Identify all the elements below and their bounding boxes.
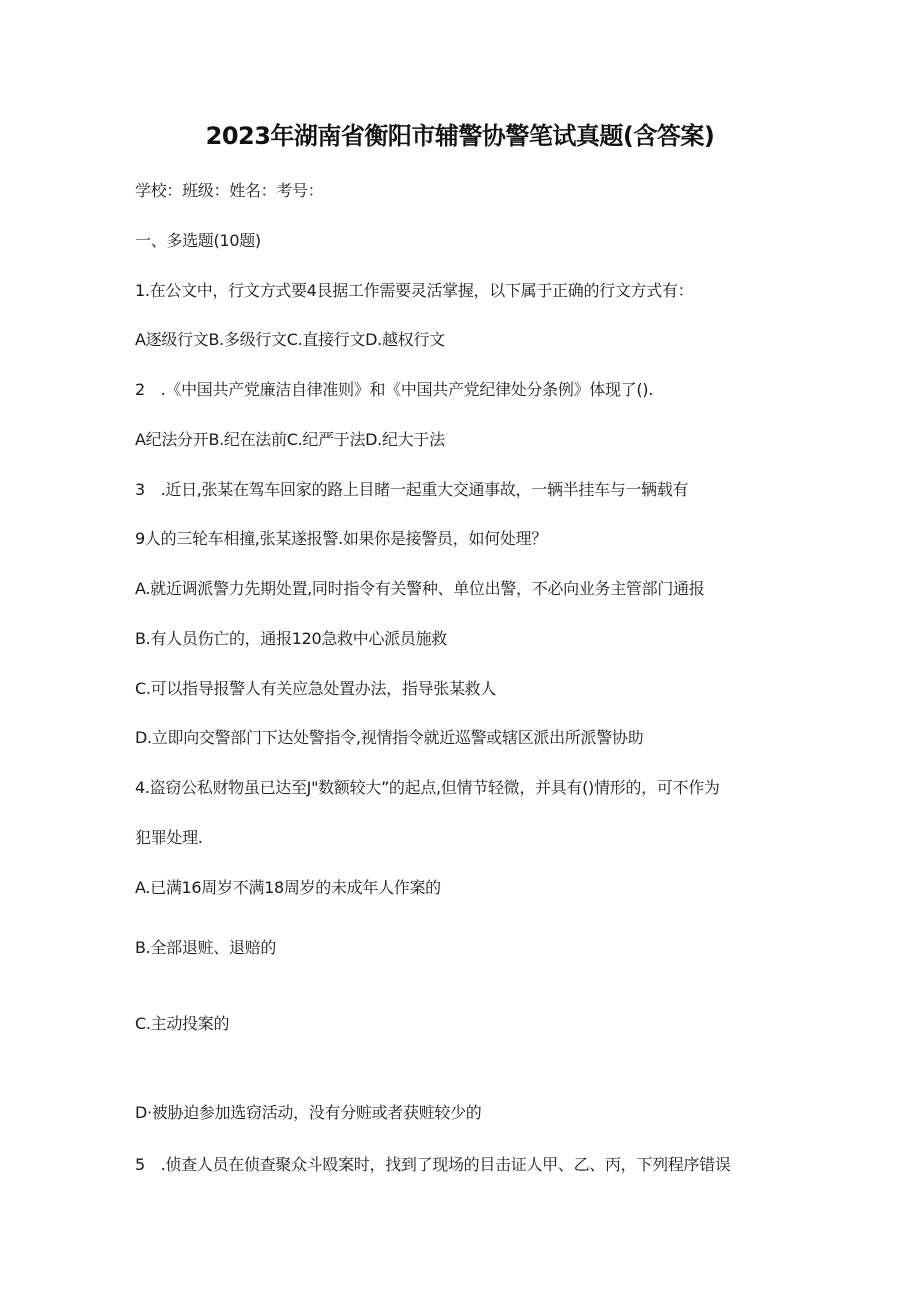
question-4-text: 4.盗窃公私财物虽已达至J"数额较大”的起点,但情节轻微，并具有()情形的，可不作为 xyxy=(135,778,720,797)
question-2-options: A纪法分开B.纪在法前C.纪严于法D.纪大于法 xyxy=(135,430,445,449)
question-1-text: 1.在公文中，行文方式要4艮据工作需要灵活掌握，以下属于正确的行文方式有： xyxy=(135,281,694,300)
student-info-line: 学校：班级：姓名：考号： xyxy=(135,181,324,200)
question-1-options: A逐级行文B.多级行文C.直接行文D.越权行文 xyxy=(135,330,445,349)
question-3-option-d: D.立即向交警部门下达处警指令,视情指令就近巡警或辖区派出所派警协助 xyxy=(135,728,644,747)
question-4-option-a: A.已满16周岁不满18周岁的未成年人作案的 xyxy=(135,878,441,897)
question-3-option-c: C.可以指导报警人有关应急处置办法，指导张某救人 xyxy=(135,679,497,698)
question-5-text: 5 .侦查人员在侦查聚众斗殴案时，找到了现场的目击证人甲、乙、丙，下列程序错误 xyxy=(135,1155,731,1174)
question-4-text-cont: 犯罪处理. xyxy=(135,828,203,847)
section-heading: 一、多选题(10题) xyxy=(135,231,261,250)
question-3-text: 3 .近日,张某在驾车回家的路上目睹一起重大交通事故，一辆半挂车与一辆载有 xyxy=(135,480,689,499)
question-2-text: 2 .《中国共产党廉洁自律准则》和《中国共产党纪律处分条例》体现了(). xyxy=(135,380,654,399)
question-3-text-cont: 9人的三轮车相撞,张某遂报警.如果你是接警员，如何处理？ xyxy=(135,529,547,548)
question-3-option-a: A.就近调派警力先期处置,同时指令有关警种、单位出警，不必向业务主管部门通报 xyxy=(135,579,705,598)
question-4-option-b: B.全部退赃、退赔的 xyxy=(135,938,277,957)
question-3-option-b: B.有人员伤亡的，通报120急救中心派员施救 xyxy=(135,629,448,648)
question-4-option-d: D·被胁迫参加选窃活动，没有分赃或者获赃较少的 xyxy=(135,1103,482,1122)
question-4-option-c: C.主动投案的 xyxy=(135,1014,230,1033)
document-title: 2023年湖南省衡阳市辅警协警笔试真题(含答案) xyxy=(205,122,715,150)
